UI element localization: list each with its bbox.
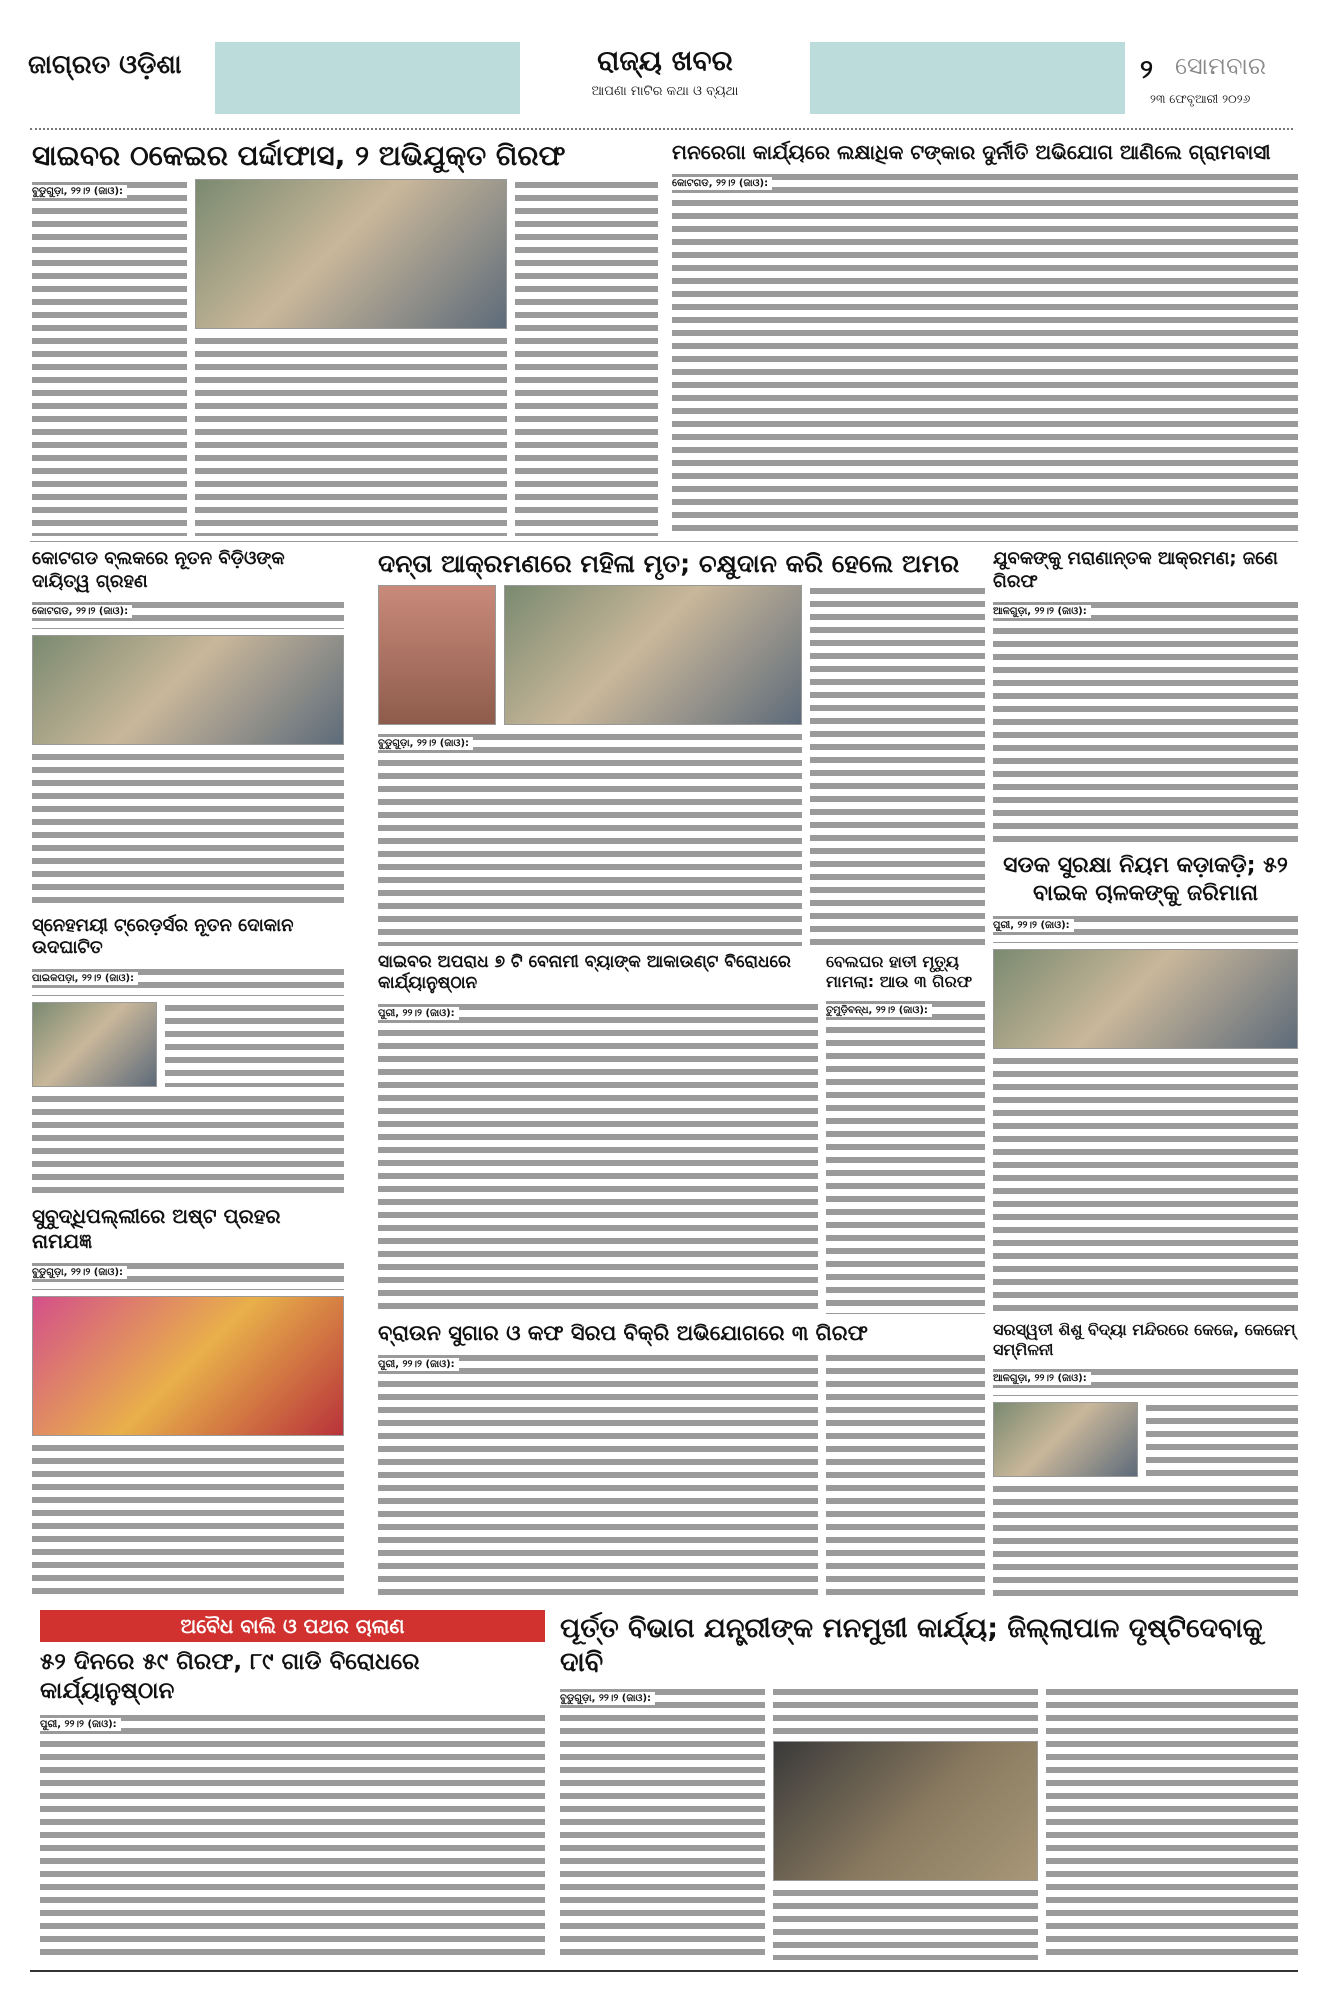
dateline: ପୁରୀ, ୨୨।୨ (ଜାଓ):: [993, 919, 1074, 932]
article-body: [993, 1366, 1298, 1396]
headline-cyber-fraud: ସାଇବର ଠକେଇର ପର୍ଦ୍ଦାଫାସ, ୨ ଅଭିଯୁକ୍ତ ଗିରଫ: [32, 139, 566, 172]
headline-mgnrega: ମନରେଗା କାର୍ଯ୍ୟରେ ଲକ୍ଷାଧିକ ଟଙ୍କାର ଦୁର୍ନୀତି ଅଭିଯୋଗ ଆଣିଲେ ଗ୍ରାମବାସୀ: [672, 140, 1271, 164]
article-body: [378, 1001, 818, 1315]
divider: [30, 541, 1298, 542]
headline-road-safety: ସଡକ ସୁରକ୍ଷା ନିୟମ କଡ଼ାକଡ଼ି; ୫୨ ବାଇକ ଚାଳକଙ୍କୁ ଜରିମାନା: [1003, 853, 1288, 906]
photo-bdo-welcome: [32, 635, 344, 745]
article-body: [672, 171, 1298, 536]
headline-youth-attack: ଯୁବକଙ୍କୁ ମରାଣାନ୍ତକ ଆକ୍ରମଣ; ଜଣେ ଗିରଫ: [993, 548, 1278, 592]
headline-kotgarh-bdo: କୋଟଗଡ ବ୍ଲକରେ ନୂତନ ବିଡ଼ିଓଙ୍କ ଦାୟିତ୍ୱ ଗ୍ରହଣ: [32, 548, 285, 592]
photo-school: [993, 1402, 1138, 1477]
photo-namayagna: [32, 1296, 344, 1436]
article-body: [773, 1686, 1038, 1735]
article-body: [195, 335, 507, 536]
photo-eye-donation: [504, 585, 802, 725]
dateline: ବୁଡୁଗୁଡ଼ା, ୨୨।୨ (ଜାଓ):: [560, 1692, 655, 1705]
article-school-meet: [993, 1320, 1298, 1600]
article-sand-smuggling: [40, 1610, 545, 1960]
article-body: [515, 179, 658, 536]
article-body: [826, 1352, 985, 1600]
article-body: [40, 1712, 545, 1961]
article-body: [993, 1055, 1298, 1314]
article-youth-attack: [993, 548, 1298, 846]
photo-deceased-woman: [378, 585, 496, 725]
article-body: [32, 1093, 344, 1198]
article-body: [993, 1483, 1298, 1600]
headline-bank-accounts: ସାଇବର ଅପରାଧ ୭ ଟି ବେନାମୀ ବ୍ୟାଙ୍କ ଆକାଉଣ୍ଟ ବିରୋଧରେ କାର୍ଯ୍ୟାନୁଷ୍ଠାନ: [378, 952, 791, 994]
article-road-safety: [993, 852, 1298, 1314]
left-column: [32, 548, 344, 1600]
article-body: [1146, 1402, 1298, 1477]
divider: [30, 128, 1293, 130]
article-body: [993, 913, 1298, 943]
photo-road: [773, 1741, 1038, 1881]
article-body: [1046, 1686, 1298, 1961]
footer-rule: [30, 1970, 1298, 1972]
kicker-banner: ଅବୈଧ ବାଲି ଓ ପଥର ଚାଲାଣ: [40, 1610, 545, 1642]
dateline: ତୁମୁଡ଼ିବନ୍ଧ, ୨୨।୨ (ଜାଓ):: [826, 1004, 932, 1017]
headline-shop-opening: ସ୍ନେହମୟୀ ଟ୍ରେଡ଼ର୍ସର ନୂତନ ଦୋକାନ ଉଦଘାଟିତ: [32, 914, 294, 959]
middle-row: [378, 952, 985, 1314]
article-body: [32, 1442, 344, 1600]
dateline: ବୁଡୁଗୁଡ଼ା, ୨୨।୨ (ଜାଓ):: [32, 1266, 127, 1279]
masthead-band-left: [215, 42, 535, 114]
masthead-band-right: [795, 42, 1125, 114]
newspaper-logo: ଜାଗ୍ରତ ଓଡ଼ିଶା: [28, 50, 182, 80]
article-body: [810, 585, 985, 946]
headline-pwd-engineer: ପୂର୍ତ୍ତ ବିଭାଗ ଯନ୍ତ୍ରୀଙ୍କ ମନମୁଖୀ କାର୍ଯ୍ୟ; ଜିଲ୍ଲାପାଳ ଦୃଷ୍ଟିଦେବାକୁ ଦାବି: [560, 1613, 1263, 1678]
dateline: ପୁରୀ, ୨୨।୨ (ଜାଓ):: [378, 1007, 459, 1020]
headline-brown-sugar: ବ୍ରାଉନ ସୁଗାର ଓ କଫ ସିରପ ବିକ୍ରି ଅଭିଯୋଗରେ ୩ ଗିରଫ: [378, 1321, 868, 1345]
article-body: [773, 1887, 1038, 1961]
headline-school-meet: ସରସ୍ୱତୀ ଶିଶୁ ବିଦ୍ୟା ମନ୍ଦିରରେ କେଜେ, କେଜେମ୍ ସମ୍ମିଳନୀ: [993, 1320, 1296, 1359]
article-body: [32, 966, 344, 996]
article-body: [993, 599, 1298, 846]
article-body: [826, 998, 985, 1314]
article-body: [378, 1352, 818, 1600]
day: ସୋମବାର: [1175, 52, 1267, 80]
article-body: [32, 1260, 344, 1290]
dateline: ବୁଡୁଗୁଡ଼ା, ୨୨।୨ (ଜାଓ):: [378, 737, 473, 750]
article-body: [165, 1002, 344, 1087]
article-brown-sugar: [378, 1320, 985, 1600]
headline-sand-smuggling: ୫୨ ଦିନରେ ୫୯ ଗିରଫ, ୮୯ ଗାଡି ବିରୋଧରେ କାର୍ଯ୍ୟାନୁଷ୍ଠାନ: [40, 1649, 420, 1704]
masthead-title: [520, 40, 810, 120]
photo-shop: [32, 1002, 157, 1087]
article-body: [378, 731, 802, 946]
article-elephant-attack: [378, 548, 985, 946]
article-pwd-engineer: [560, 1612, 1298, 1960]
dateline: ପାଇକପଡ଼ା, ୨୨।୨ (ଜାଓ):: [32, 972, 138, 985]
photo-arrested-accused: [195, 179, 507, 329]
headline-namayagna: ସୁବୁଦ୍ଧିପଲ୍ଲୀରେ ଅଷ୍ଟ ପ୍ରହର ନାମଯଜ୍ଞ: [32, 1204, 281, 1254]
article-cyber-fraud: [32, 138, 658, 536]
dateline: ବୁଡୁଗୁଡ଼ା, ୨୨।୨ (ଜାଓ):: [32, 185, 127, 198]
article-body: [32, 751, 344, 909]
dateline: କୋଟଗଡ, ୨୨।୨ (ଜାଓ):: [672, 177, 772, 190]
tagline: ଆପଣା ମାଟିର କଥା ଓ ବ୍ୟଥା: [591, 84, 739, 99]
article-body: [560, 1686, 765, 1961]
article-mgnrega: [672, 140, 1298, 536]
photo-bikes: [993, 949, 1298, 1049]
article-body: [32, 179, 187, 536]
page-number: ୨: [1140, 55, 1153, 85]
dateline: କୋଟଗଡ, ୨୨।୨ (ଜାଓ):: [32, 605, 132, 618]
dateline: ଆଳଗୁଡ଼ା, ୨୨।୨ (ଜାଓ):: [993, 1372, 1091, 1385]
article-body: [32, 599, 344, 629]
headline-elephant-attack: ଦନ୍ତା ଆକ୍ରମଣରେ ମହିଳା ମୃତ; ଚକ୍ଷୁଦାନ କରି ହେଲେ ଅମର: [378, 549, 960, 578]
date: ୨୩ ଫେବୃଆରୀ ୨୦୨୬: [1150, 92, 1251, 106]
dateline: ପୁରୀ, ୨୨।୨ (ଜାଓ):: [40, 1718, 121, 1731]
headline-elephant-death: ବେଲଘର ହାତୀ ମୃତ୍ୟୁ ମାମଲା: ଆଉ ୩ ଗିରଫ: [826, 952, 973, 991]
dateline: ପୁରୀ, ୨୨।୨ (ଜାଓ):: [378, 1358, 459, 1371]
dateline: ଆଳଗୁଡ଼ା, ୨୨।୨ (ଜାଓ):: [993, 605, 1091, 618]
section-title: ରାଜ୍ୟ ଖବର: [597, 44, 733, 77]
